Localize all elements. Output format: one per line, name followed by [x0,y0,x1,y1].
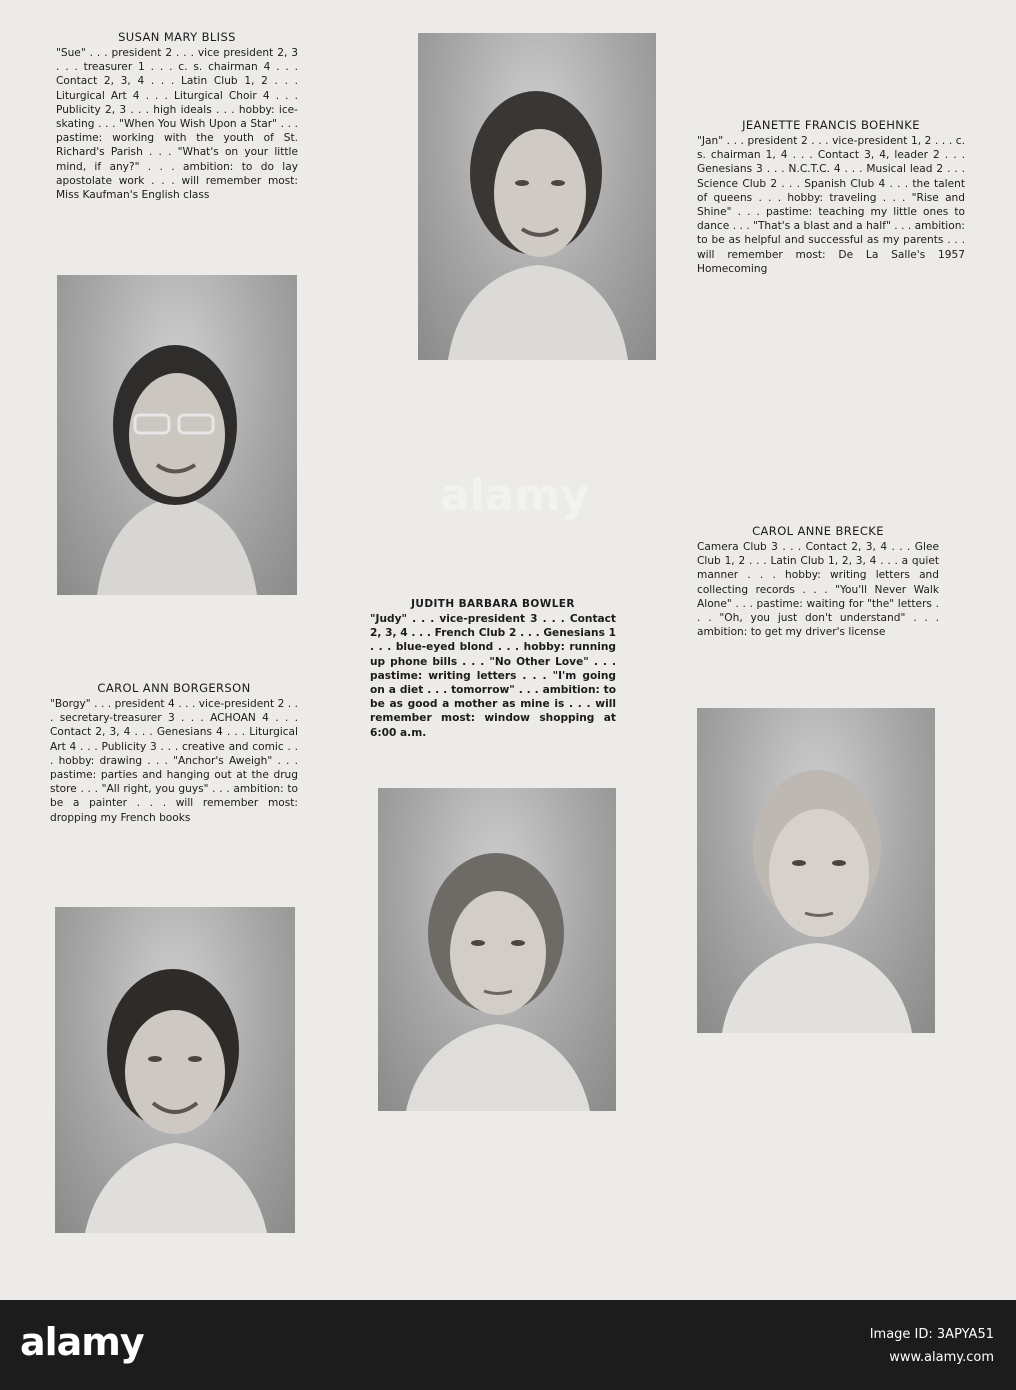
student-entry-brecke [697,524,939,639]
student-bio: "Jan" . . . president 2 . . . vice-president 1, 2 . . . c. s. chairman 1, 4 . . . Contact 3, 4, leader 2 . . . Genesians 3 . . . N.C.T.C. 4 . . . Musical lead 2 . . . Science Club 2 . . . Spanish Club 4 . . . the talent of queens . . . hobby: traveling . . . "Rise and Shine" . . . pastime: teaching my little ones to dance . . . "That's a blast and a half" . . . ambition: to be as helpful and successful as my parents . . . will remember most: De La Salle's 1957 Homecoming [697,135,965,275]
student-photo-bowler [378,788,616,1111]
student-entry-bliss [56,30,298,202]
image-id: Image ID: 3APYA51 [869,1327,994,1342]
student-name: JEANETTE FRANCIS BOEHNKE [742,118,920,132]
student-photo-brecke [697,708,935,1033]
student-name: SUSAN MARY BLISS [118,30,236,44]
student-photo-boehnke [418,33,656,360]
student-bio: "Sue" . . . president 2 . . . vice president 2, 3 . . . treasurer 1 . . . c. s. chairman 4 . . . Contact 2, 3, 4 . . . Latin Club 1, 2 . . . Liturgical Art 4 . . . Liturgical Choir 4 . . . Publicity 2, 3 . . . high ideals . . . hobby: ice-skating . . . "When You Wish Upon a Star" . . . pastime: working with the youth of St. Richard's Parish . . . "What's on your little mind, if any?" . . . ambition: to do lay apostolate work . . . will remember most: Miss Kaufman's English class [56,47,298,202]
student-name: JUDITH BARBARA BOWLER [411,598,575,610]
alamy-logo[interactable]: alamy [20,1320,144,1364]
student-bio: "Borgy" . . . president 4 . . . vice-president 2 . . . secretary-treasurer 3 . . . ACHOAN 4 . . . Contact 2, 3, 4 . . . Genesians 4 . . . Liturgical Art 4 . . . Publicity 3 . . . creative and comic . . . hobby: drawing . . . "Anchor's Aweigh" . . . pastime: parties and hanging out at the drug store . . . "All right, you guys" . . . ambition: to be a painter . . . will remember most: dropping my French books [50,698,298,824]
student-entry-boehnke [697,118,965,276]
student-entry-bowler [370,598,616,740]
stock-footer [0,1300,1016,1390]
student-photo-bliss [57,275,297,595]
site-url[interactable]: www.alamy.com [889,1350,994,1365]
student-name: CAROL ANN BORGERSON [97,681,251,695]
student-photo-borgerson [55,907,295,1233]
student-bio: "Judy" . . . vice-president 3 . . . Contact 2, 3, 4 . . . French Club 2 . . . Genesians 1 . . . blue-eyed blond . . . hobby: running up phone bills . . . "No Other Love" . . . pastime: writing letters . . . "I'm going on a diet . . . tomorrow" . . . ambition: to be as good a mother as mine is . . . will remember most: window shopping at 6:00 a.m. [370,613,616,739]
student-entry-borgerson [50,681,298,825]
student-name: CAROL ANNE BRECKE [752,524,884,538]
student-bio: Camera Club 3 . . . Contact 2, 3, 4 . . . Glee Club 1, 2 . . . Latin Club 1, 2, 3, 4 . . . a quiet manner . . . hobby: writing letters and collecting records . . . "You'll Never Walk Alone" . . . pastime: waiting for "the" letters . . . "Oh, you just don't understand" . . . ambition: to get my driver's license [697,541,939,639]
watermark: alamy [440,470,589,521]
